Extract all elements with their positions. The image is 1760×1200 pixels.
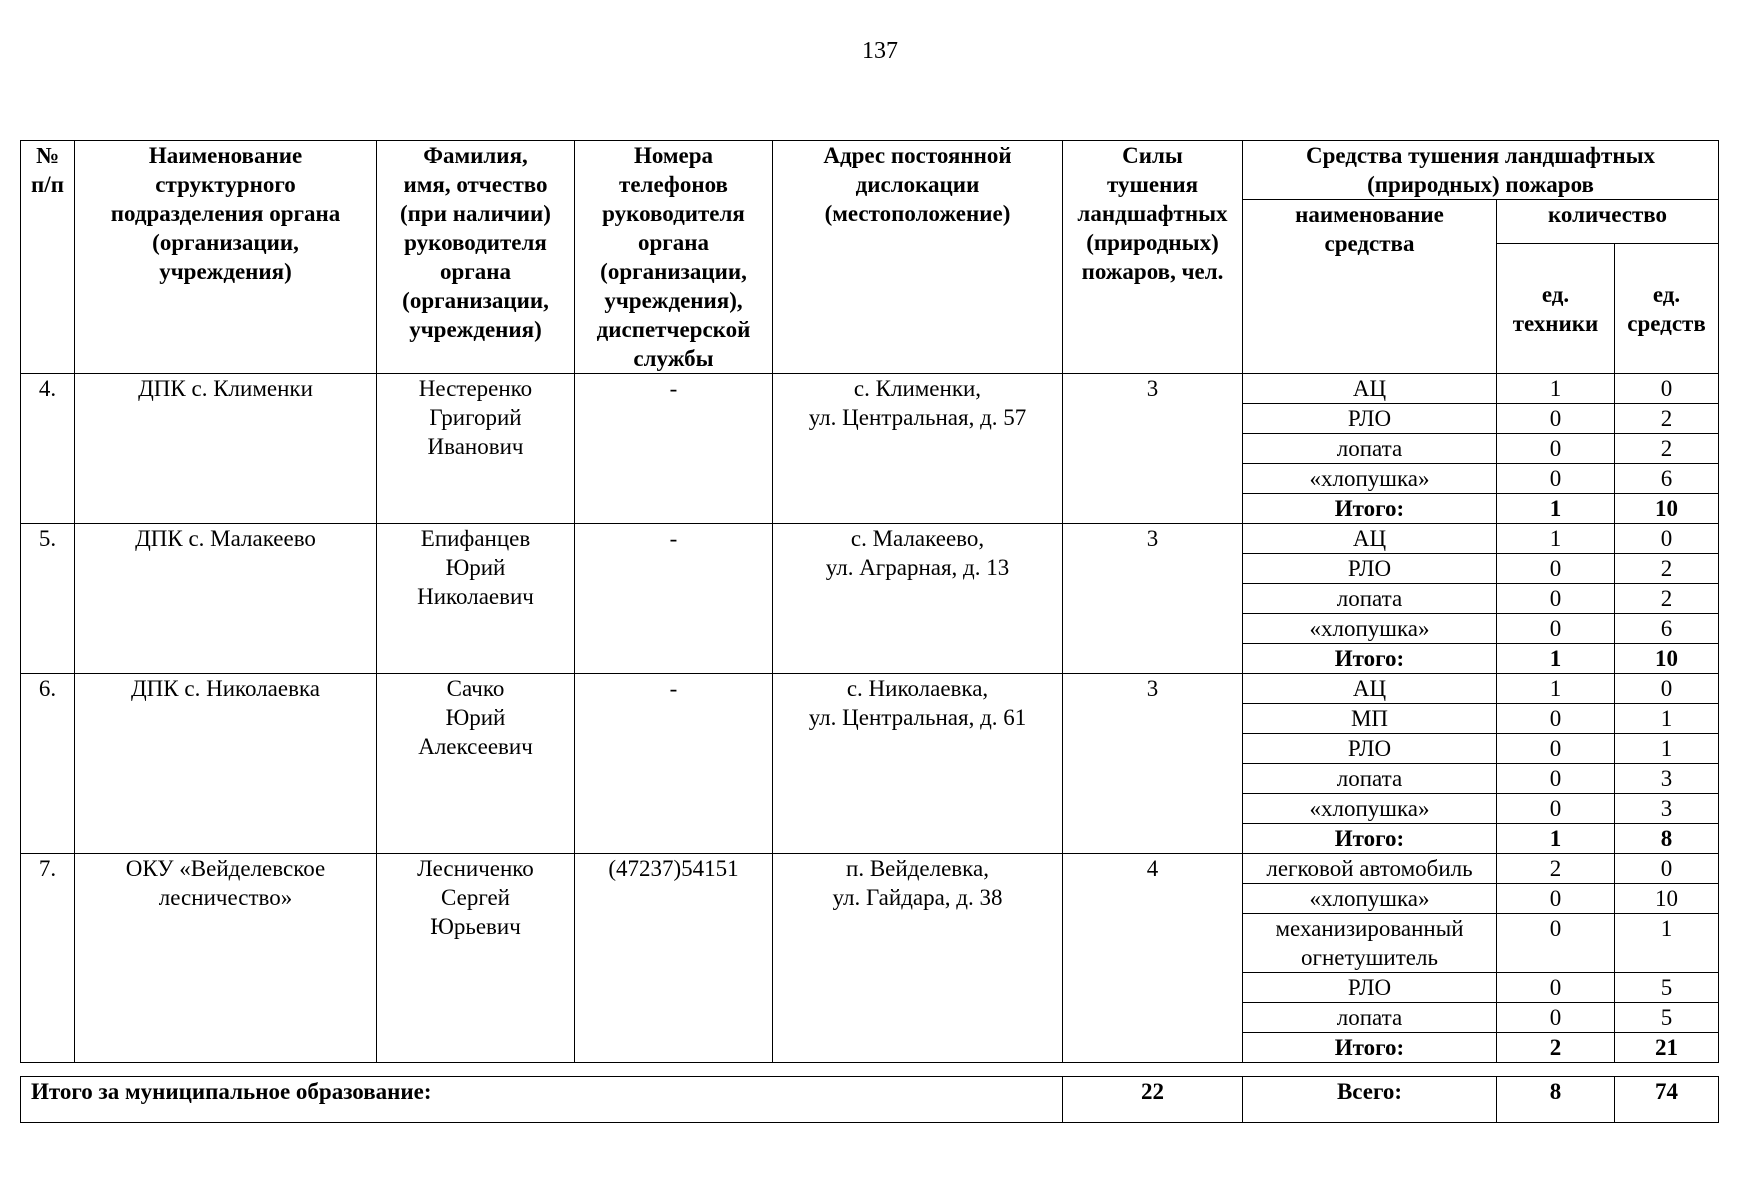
municipal-total-tech: 8 xyxy=(1497,1077,1615,1123)
means-qty-tech: 0 xyxy=(1497,704,1615,734)
municipal-total-row xyxy=(21,1077,1719,1123)
means-name: механизированный огнетушитель xyxy=(1243,914,1497,973)
row-head-name: Сачко Юрий Алексеевич xyxy=(377,674,575,854)
means-name: лопата xyxy=(1243,1003,1497,1033)
page-number: 137 xyxy=(862,38,898,64)
means-qty-means: 1 xyxy=(1615,734,1719,764)
row-phone: (47237)54151 xyxy=(575,854,773,1063)
means-qty-means: 1 xyxy=(1615,704,1719,734)
means-name: АЦ xyxy=(1243,374,1497,404)
row-unit-name: ДПК с. Клименки xyxy=(75,374,377,524)
means-qty-tech-total: 1 xyxy=(1497,494,1615,524)
row-head-name: Лесниченко Сергей Юрьевич xyxy=(377,854,575,1063)
means-qty-tech: 0 xyxy=(1497,914,1615,973)
table-row-spacer xyxy=(21,1063,1719,1077)
means-name: АЦ xyxy=(1243,674,1497,704)
means-name: лопата xyxy=(1243,764,1497,794)
table-footer xyxy=(21,1077,1719,1123)
header-means-name: наименование средства xyxy=(1243,200,1497,374)
means-qty-tech-total: 2 xyxy=(1497,1033,1615,1063)
means-name: «хлопушка» xyxy=(1243,464,1497,494)
means-qty-tech: 0 xyxy=(1497,1003,1615,1033)
means-name-total: Итого: xyxy=(1243,824,1497,854)
means-qty-tech-total: 1 xyxy=(1497,824,1615,854)
means-name: РЛО xyxy=(1243,554,1497,584)
means-qty-tech: 0 xyxy=(1497,764,1615,794)
header-quantity: количество xyxy=(1497,200,1719,244)
header-qty-tech: ед. техники xyxy=(1497,244,1615,374)
means-qty-tech: 1 xyxy=(1497,674,1615,704)
means-qty-means-total: 8 xyxy=(1615,824,1719,854)
means-name-total: Итого: xyxy=(1243,1033,1497,1063)
header-num: № п/п xyxy=(21,141,75,374)
row-head-name: Епифанцев Юрий Николаевич xyxy=(377,524,575,674)
header-means: Средства тушения ландшафтных (природных) пожаров xyxy=(1243,141,1719,200)
municipal-total-forces: 22 xyxy=(1063,1077,1243,1123)
means-qty-means: 5 xyxy=(1615,973,1719,1003)
means-qty-tech: 0 xyxy=(1497,434,1615,464)
municipal-total-label: Итого за муниципальное образование: xyxy=(21,1077,1063,1123)
means-qty-tech: 0 xyxy=(1497,404,1615,434)
header-phone: Номера телефонов руководителя органа (организации, учреждения), диспетчерской службы xyxy=(575,141,773,374)
table-row xyxy=(21,674,1719,704)
means-qty-means: 10 xyxy=(1615,884,1719,914)
row-number: 6. xyxy=(21,674,75,854)
municipal-total-means: 74 xyxy=(1615,1077,1719,1123)
means-name-total: Итого: xyxy=(1243,644,1497,674)
table-body xyxy=(21,374,1719,1077)
row-unit-name: ОКУ «Вейделевское лесничество» xyxy=(75,854,377,1063)
means-name: «хлопушка» xyxy=(1243,614,1497,644)
means-qty-means-total: 10 xyxy=(1615,644,1719,674)
means-qty-means: 3 xyxy=(1615,794,1719,824)
table-header xyxy=(21,141,1719,374)
means-qty-tech: 0 xyxy=(1497,614,1615,644)
row-forces: 3 xyxy=(1063,374,1243,524)
means-qty-means: 0 xyxy=(1615,524,1719,554)
row-address: с. Клименки, ул. Центральная, д. 57 xyxy=(773,374,1063,524)
row-head-name: Нестеренко Григорий Иванович xyxy=(377,374,575,524)
means-name: АЦ xyxy=(1243,524,1497,554)
fire-resources-table-container xyxy=(20,140,1718,1125)
means-qty-tech: 1 xyxy=(1497,524,1615,554)
row-phone: - xyxy=(575,674,773,854)
means-qty-means: 2 xyxy=(1615,554,1719,584)
means-name: МП xyxy=(1243,704,1497,734)
row-unit-name: ДПК с. Малакеево xyxy=(75,524,377,674)
row-forces: 3 xyxy=(1063,674,1243,854)
means-name: РЛО xyxy=(1243,404,1497,434)
means-qty-means-total: 21 xyxy=(1615,1033,1719,1063)
row-phone: - xyxy=(575,374,773,524)
row-forces: 4 xyxy=(1063,854,1243,1063)
means-name: легковой автомобиль xyxy=(1243,854,1497,884)
header-qty-means: ед. средств xyxy=(1615,244,1719,374)
means-qty-tech: 0 xyxy=(1497,464,1615,494)
means-qty-tech: 0 xyxy=(1497,794,1615,824)
means-qty-means: 2 xyxy=(1615,404,1719,434)
means-qty-tech: 0 xyxy=(1497,554,1615,584)
means-qty-means: 1 xyxy=(1615,914,1719,973)
means-qty-means-total: 10 xyxy=(1615,494,1719,524)
means-qty-tech-total: 1 xyxy=(1497,644,1615,674)
means-qty-means: 2 xyxy=(1615,584,1719,614)
means-name-total: Итого: xyxy=(1243,494,1497,524)
table-row xyxy=(21,374,1719,404)
municipal-total-caption: Всего: xyxy=(1243,1077,1497,1123)
row-address: с. Малакеево, ул. Аграрная, д. 13 xyxy=(773,524,1063,674)
row-number: 4. xyxy=(21,374,75,524)
means-qty-means: 6 xyxy=(1615,614,1719,644)
means-qty-tech: 0 xyxy=(1497,584,1615,614)
means-qty-means: 0 xyxy=(1615,374,1719,404)
row-forces: 3 xyxy=(1063,524,1243,674)
header-forces: Силы тушения ландшафтных (природных) пожаров, чел. xyxy=(1063,141,1243,374)
means-qty-means: 5 xyxy=(1615,1003,1719,1033)
means-name: лопата xyxy=(1243,584,1497,614)
means-qty-tech: 1 xyxy=(1497,374,1615,404)
means-qty-tech: 0 xyxy=(1497,884,1615,914)
means-name: лопата xyxy=(1243,434,1497,464)
means-qty-tech: 2 xyxy=(1497,854,1615,884)
row-phone: - xyxy=(575,524,773,674)
means-qty-tech: 0 xyxy=(1497,973,1615,1003)
row-address: с. Николаевка, ул. Центральная, д. 61 xyxy=(773,674,1063,854)
means-qty-means: 6 xyxy=(1615,464,1719,494)
means-qty-means: 0 xyxy=(1615,674,1719,704)
means-qty-means: 2 xyxy=(1615,434,1719,464)
means-name: РЛО xyxy=(1243,734,1497,764)
means-name: «хлопушка» xyxy=(1243,794,1497,824)
means-name: «хлопушка» xyxy=(1243,884,1497,914)
row-number: 7. xyxy=(21,854,75,1063)
means-qty-means: 0 xyxy=(1615,854,1719,884)
means-qty-means: 3 xyxy=(1615,764,1719,794)
table-row xyxy=(21,854,1719,884)
means-name: РЛО xyxy=(1243,973,1497,1003)
table-row xyxy=(21,524,1719,554)
row-address: п. Вейделевка, ул. Гайдара, д. 38 xyxy=(773,854,1063,1063)
means-qty-tech: 0 xyxy=(1497,734,1615,764)
fire-resources-table xyxy=(20,140,1719,1123)
header-unit: Наименование структурного подразделения органа (организации, учреждения) xyxy=(75,141,377,374)
row-unit-name: ДПК с. Николаевка xyxy=(75,674,377,854)
header-address: Адрес постоянной дислокации (местоположение) xyxy=(773,141,1063,374)
header-head: Фамилия, имя, отчество (при наличии) руководителя органа (организации, учреждения) xyxy=(377,141,575,374)
row-number: 5. xyxy=(21,524,75,674)
